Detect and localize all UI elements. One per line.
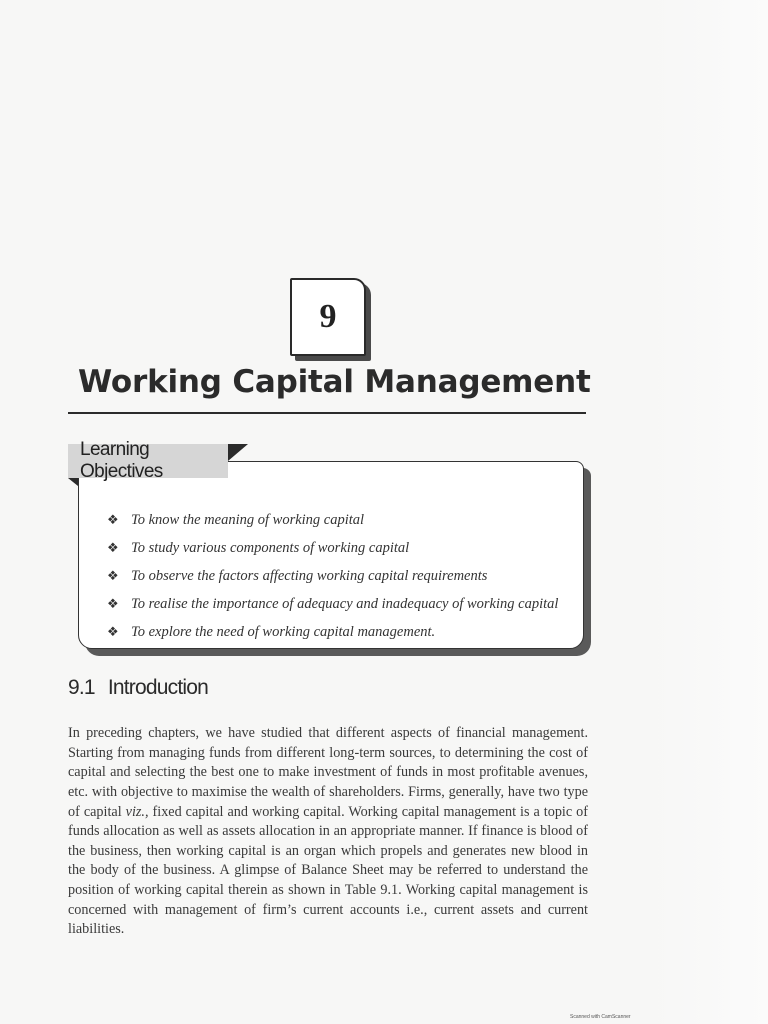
- objective-item: [107, 562, 607, 590]
- objective-item: [107, 590, 607, 618]
- objective-item: [107, 534, 607, 562]
- learning-objectives-panel: [68, 439, 598, 664]
- learning-objectives-box: [78, 461, 584, 649]
- viz-term: viz.,: [125, 803, 149, 820]
- section-title: Introduction: [107, 676, 208, 699]
- objective-text: To explore the need of working capital management.: [131, 623, 436, 640]
- title-underline: [68, 412, 586, 414]
- objective-item: [107, 618, 607, 646]
- objective-text: To know the meaning of working capital: [131, 511, 365, 528]
- objective-text: To observe the factors affecting working capital requirements: [131, 567, 488, 584]
- learning-objectives-list: [107, 506, 607, 646]
- scanner-watermark: Scanned with CamScanner: [570, 1014, 631, 1020]
- objective-text: To study various components of working capital: [131, 539, 410, 556]
- introduction-paragraph: [68, 724, 588, 940]
- section-number: 9.1: [68, 676, 95, 699]
- page-edge: [650, 0, 768, 1024]
- paragraph-text-part-2: fixed capital and working capital. Working capital management is a topic of funds allocation as well as assets allocation in an appropriate manner. If finance is blood of the business, then working capital is an organ which propels and generates new blood in the body of the business. A glimpse of Balance Sheet may be referred to understand the position of working capital therein as shown in Table 9.1. Working capital management is concerned with management of firm’s current accounts i.e., current assets and current liabilities.: [68, 803, 588, 938]
- diamond-bullet-icon: ❖: [107, 512, 119, 527]
- chapter-title: Working Capital Management: [78, 364, 591, 400]
- tab-corner-triangle: [228, 444, 248, 461]
- tab-fold-triangle: [68, 478, 78, 486]
- diamond-bullet-icon: ❖: [107, 624, 119, 639]
- diamond-bullet-icon: ❖: [107, 568, 119, 583]
- paragraph-text-part-1: In preceding chapters, we have studied that different aspects of financial management. Starting from managing funds from different long-term sources, to determining the cost of capital and selecting the best one to make investment of funds in most profitable avenues, etc. with objective to maximise the wealth of shareholders. Firms, generally, have two type of capital: [68, 725, 588, 820]
- section-heading: [68, 676, 208, 700]
- chapter-number-box: [290, 278, 366, 356]
- diamond-bullet-icon: ❖: [107, 540, 119, 555]
- diamond-bullet-icon: ❖: [107, 596, 119, 611]
- objective-text: To realise the importance of adequacy and inadequacy of working capital: [131, 595, 559, 612]
- chapter-number: 9: [319, 298, 337, 335]
- objective-item: [107, 506, 607, 534]
- learning-objectives-heading: Learning Objectives: [68, 444, 228, 478]
